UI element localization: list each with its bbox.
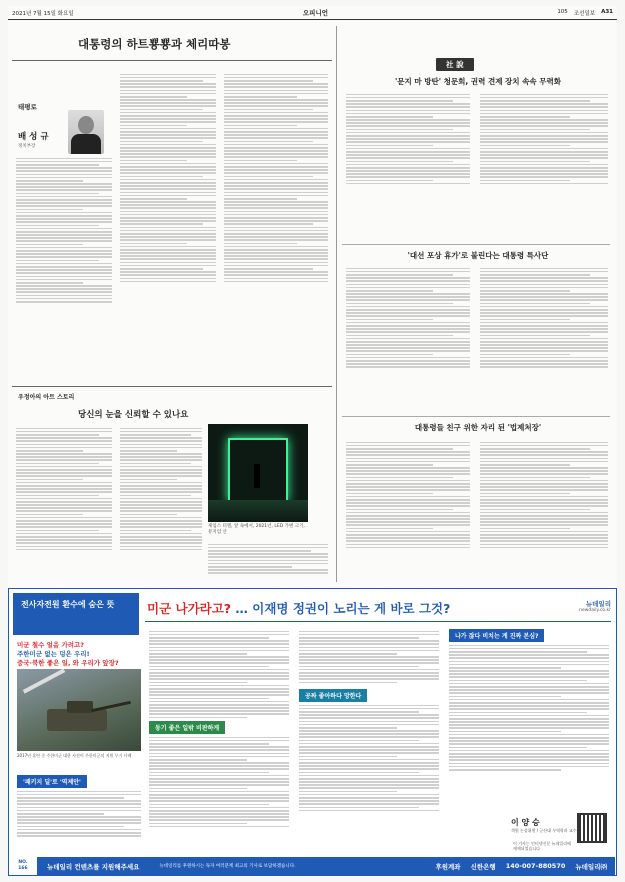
- sub-column-body-col2: [120, 426, 202, 552]
- editorial-2-col1: [346, 266, 470, 370]
- ad-issue-number: NO. 166: [9, 857, 37, 875]
- editorial-title-3: 대통령들 친구 위한 자리 된 '법제처장': [414, 423, 542, 432]
- header-paper: 조선일보: [573, 10, 596, 17]
- ad-headline-rule: [145, 621, 611, 622]
- ad-signer: [511, 817, 577, 834]
- qr-caption: 이 기사는 인터넷신문 뉴데일리에 게재되었습니다: [513, 841, 571, 851]
- ad-col3-body: [299, 629, 439, 685]
- ad-military-photo: [17, 669, 141, 751]
- ad-col2-body-b: [149, 735, 289, 829]
- ad-sponsor-bar: [9, 857, 615, 875]
- author-role: 정치부장: [18, 144, 36, 149]
- editorial-3-col2: [480, 440, 608, 550]
- editorial-1-col2: [480, 92, 608, 186]
- header-section: 오피니언: [302, 9, 329, 17]
- ad-headline: 미군 나가라고? … 이재명 정권이 노리는 게 바로 그것?: [147, 601, 451, 616]
- ad-left-heading: 전사자전원 환수에 숨은 뜻: [13, 593, 139, 635]
- header-edition: 105: [557, 8, 568, 15]
- qr-code-icon[interactable]: [577, 813, 607, 843]
- editorial-2-col2: [480, 266, 608, 370]
- sub-column-body-col1: [16, 426, 112, 552]
- ad-col3-body-b: [299, 703, 439, 813]
- column-separator: [336, 26, 337, 582]
- ad-col4-body: [449, 643, 609, 772]
- editorial-divider-2: [342, 416, 610, 417]
- column-body-col2: [120, 72, 216, 284]
- ad-signer-role: 객원 논설위원 / 군산대 무역학과 교수: [511, 828, 577, 833]
- editorial-divider-1: [342, 244, 610, 245]
- ad-sponsor-text: 뉴데일리 컨텐츠를 지원해주세요: [47, 862, 140, 871]
- ad-box-heading-4: 나가 잖다 비치는 게 진짜 본심?: [449, 629, 544, 642]
- ad-question-2: 주한미군 없는 덩은 우리!: [17, 650, 90, 658]
- ad-question-1: 미군 철수 얼음 가려고?: [17, 641, 85, 649]
- sub-column-title: 당신의 눈을 신뢰할 수 있나요: [78, 410, 189, 420]
- ad-col2-body: [149, 629, 289, 720]
- ad-signer-name: 이 양 승: [511, 818, 540, 827]
- editorial-1-col1: [346, 92, 470, 186]
- page-header: [8, 6, 617, 20]
- advertisement: [8, 588, 617, 876]
- editorial-title-1: '문지 마 방탄' 청문회, 권력 견제 장치 속속 무력화: [395, 77, 561, 86]
- column-title: 대통령의 하트뿅뿅과 체리따봉: [78, 37, 231, 51]
- ad-col1-body: [17, 789, 141, 838]
- header-page-number: A31: [601, 8, 613, 15]
- column-body-col1: [16, 156, 112, 304]
- editorial-badge: 社 說: [436, 58, 474, 71]
- ad-account-info: 후원계좌 신한은행 140-007-880570 뉴데일리㈜: [435, 861, 607, 871]
- artwork-photo: [208, 424, 308, 522]
- ad-sponsor-note: 뉴데일리를 후원하시는 독자 여러분께 최고의 기사로 보답하겠습니다.: [159, 864, 296, 869]
- header-date: 2021년 7월 15일 화요일: [12, 10, 74, 17]
- ad-logo: 뉴데일리 newdaily.co.kr: [579, 600, 611, 613]
- ad-box-heading-1: '패키지 딜'로 '역제안': [17, 775, 87, 788]
- ad-box-heading-3: 공짜 좋아하다 망한다: [299, 689, 367, 702]
- ad-box-heading-5: 동기 좋은 일밖 비판하게: [149, 721, 225, 734]
- newspaper-page: [8, 6, 617, 876]
- sub-column-body-col3: [208, 542, 328, 575]
- ad-question-3: 중국·북한 좋은 일, 와 우리가 앞장?: [17, 659, 119, 667]
- editorial-title-2: '대선 포상 휴가'로 불린다는 대통령 특사단: [407, 251, 549, 260]
- column-label: 태평로: [18, 103, 37, 111]
- author-photo: [68, 110, 104, 154]
- column-body-col3: [224, 72, 328, 284]
- author-name: 배 성 규: [18, 132, 49, 142]
- column-divider: [12, 386, 332, 387]
- sub-column-section: 우정아의 아트 스토리: [18, 394, 75, 401]
- artwork-photo-caption: 제임스 터렐, 앞 속에서, 2021년, LED 가변 크기, 뮤지엄 산: [208, 524, 305, 535]
- title-divider: [12, 60, 332, 61]
- editorial-3-col1: [346, 440, 470, 550]
- ad-photo-caption: 2017년 훈련 중 주한미군 대한 사진이 주한미군의 지원 무기 사례: [17, 753, 132, 758]
